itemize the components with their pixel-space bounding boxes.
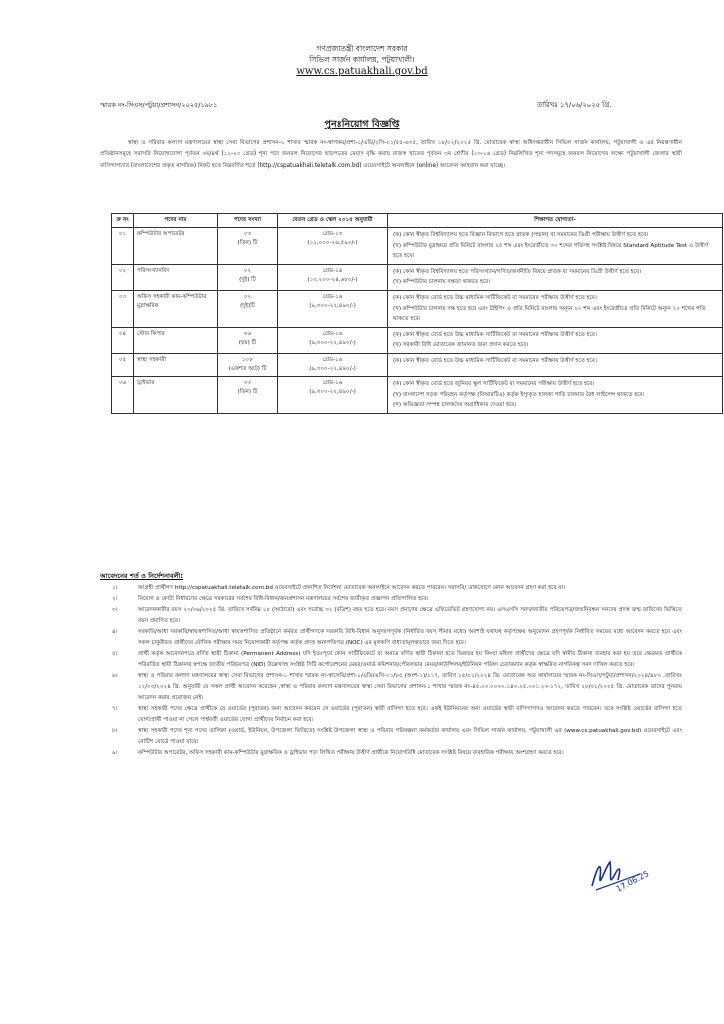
cell-post-count <box>218 376 278 413</box>
signature-date: 17.06.25 <box>614 869 651 894</box>
terms-list <box>100 583 682 759</box>
table-row <box>112 376 723 413</box>
cell-pay-grade <box>278 264 388 290</box>
header-qualification: শিক্ষাগত যোগ্যতা- <box>388 214 723 228</box>
table-row <box>112 290 723 327</box>
qualification-item: (ক) কোন স্বীকৃত বোর্ড হতে জুনিয়র স্কুল সার্টিফিকেট বা সমমানের পরীক্ষায় উত্তীর্ণ হতে হবে। <box>393 380 595 387</box>
pay-scale: (৯,৩০০-২২,৪৯০/-) <box>309 365 356 372</box>
term-number: ৬। <box>112 673 118 679</box>
signature-image <box>588 856 654 896</box>
terms-list-item <box>100 627 682 649</box>
header-website-link[interactable]: www.cs.patuakhali.gov.bd <box>296 66 428 77</box>
qualification-item: (ক) কোন স্বীকৃত বোর্ড হতে উচ্চ মাধ্যমিক সার্টিফিকেট বা সমমানের পরীক্ষায় উত্তীর্ণ হতে হবে। <box>393 357 597 364</box>
qualification-item: (খ) কম্পিউটার চালনায় দক্ষ হতে হবে এবং টাইপিং এ প্রতি মিনিটে বাংলায় অন্যূন ২০ শব্দ এবং ইংরেজীতে প্রতি মিনিটে অন্যূন ২০ শব্দের গতি থাকতে হবে। <box>393 305 706 323</box>
term-number: ৫। <box>112 651 118 657</box>
pay-scale: (১১,০০০-২৬,৫৯০/-) <box>307 240 358 246</box>
cell-serial: ০৪ <box>112 327 134 353</box>
terms-list-item <box>100 649 682 671</box>
post-count-number: ০৩ <box>243 231 252 237</box>
terms-title: আবেদনের শর্ত ও নির্দেশনাবলী: <box>100 572 184 580</box>
table-row <box>112 228 723 265</box>
table-header-row <box>112 214 723 228</box>
notice-title <box>0 118 724 133</box>
header-post-name: পদের নাম <box>134 214 218 228</box>
cell-post-count <box>218 327 278 353</box>
cell-post-name: স্টোর কিপার <box>134 327 218 353</box>
pay-scale: (৯,৩০০-২২,৪৯০/-) <box>309 339 356 346</box>
qualification-item: (খ) কম্পিউটার চালনায় দক্ষতা থাকতে হবে। <box>393 279 491 286</box>
header-office: সিভিল সার্জন কার্যালয়, পটুয়াখালী। <box>309 55 415 64</box>
pay-grade: গ্রেড-১৪ <box>322 267 343 274</box>
term-number: ৭। <box>112 706 118 712</box>
cell-post-count <box>218 290 278 327</box>
terms-list-item <box>100 726 682 748</box>
post-count-words: (দুই) টি <box>239 276 256 283</box>
qualification-item: (ক) কোন স্বীকৃত বোর্ড হতে উচ্চ মাধ্যমিক সার্টিফিকেট বা সমমানের পরীক্ষায় উত্তীর্ণ হতে হবে। <box>393 331 597 338</box>
qualification-item: (খ) সরকারী বিধি মোতাবেক জামানত জমা প্রদান করতে হবে। <box>393 342 529 349</box>
notice-date: তারিখঃ ১৭/০৬/২০২৫ খ্রি. <box>537 101 612 109</box>
qualification-item: (ক) কোন স্বীকৃত বিশ্ববিদ্যালয় হতে বিজ্ঞান বিভাগে হতে স্নাতক (সম্মান) বা সমমানের ডিগ্রী পরীক্ষায় উত্তীর্ণ হতে হবে। <box>393 232 649 238</box>
cell-post-count <box>218 264 278 290</box>
term-text: স্বাস্থ্য সহকারী পদের শূন্য পদের তালিকা (ওয়ার্ড, ইউনিয়ন, উপজেলা ভিত্তিতে) সংশ্লিষ্ট উপজেলা স্বাস্থ্য ও পরিবার পরিকল্পনা কর্মকর্তার কার্যালয় এবং সিভিল সার্জন কার্যালয়, পটুয়াখালী এর (www.cs.patuakhali.gov.bd) ওয়েবসাইটে এবং নোটিশ বোর্ডে পাওয়া যাবে। <box>138 728 682 745</box>
terms-list-item <box>100 583 682 594</box>
term-number: ৮। <box>112 728 118 734</box>
term-number: ৪। <box>112 629 118 635</box>
vacancy-table <box>111 213 723 414</box>
term-text: স্বাস্থ্য সহকারী পদের ক্ষেত্রে প্রার্থীকে যে ওয়ার্ডের (পুরাতন) জন্য আবেদন করবেন সে ওয়ার্ডের (পুরাতন) স্থায়ী বাসিন্দা হতে হবে। একই ইউনিয়নের অন্য ওয়ার্ডের স্থায়ী বাসিন্দাগণও আবেদন করতে পারবেন। তবে সংশ্লিষ্ট ওয়ার্ডের বাসিন্দা হতে যোগ্যপ্রার্থী পাওয়া না গেলে পার্শ্ববর্তী ওয়ার্ডের যোগ্য প্রার্থীদের নির্বাচন করা হবে। <box>138 706 682 723</box>
term-text: প্রার্থী কর্তৃক আবেদনপত্রে বর্ণিত স্থায়ী ঠিকানা (Permanent Address) যদি ইতঃপূর্বে কোন সার্টিফিকেটে বা অন্যত্র বর্ণিত স্থায়ী ঠিকানা হতে ভিন্নতর হয় কিংবা মহিলা প্রার্থীদের ক্ষেত্রে যদি স্বামীর ঠিকানা ব্যবহার করা হয় তবে ক্ষেত্রমত প্রার্থীকে পরিবর্তিত স্থায়ী ঠিকানার স্বপক্ষে জাতীয় পরিচয়পত্র (NID) উল্লেখসহ সংশ্লিষ্ট সিটি কর্পোরেশনের মেয়র/ওয়ার্ড কমিশনার/পৌরসভার মেয়র/কাউন্সিলর/ইউনিয়ন পরিষদ চেয়ারম্যান কর্তৃক স্বাক্ষরিত নাগরিকত্ব সনদ দাখিল করতে হবে। <box>138 651 682 668</box>
term-text: সরকারি/আধা সরকারি/স্বায়ত্তশাসিত/আধা স্বায়ত্তশাসিত প্রতিষ্ঠানে কর্মরত প্রার্থীগণকে সরকারি বিধি-বিধান অনুসরণপূর্বক (নির্ধারিত বয়স সীমার মধ্যে) অবশ্যই যথাযথ কর্তৃপক্ষের অনুমোদন গ্রহণপূর্বক নির্ধারিত সময়ের মধ্যে আবেদন করতে হবে এবং সকল চাকুরীরত প্রার্থীদের মৌখিক পরীক্ষার সময় নিয়োগকারী কর্তৃপক্ষ কর্তৃক প্রদত্ত অনাপত্তিপত্র (NOC) এর মূলকপি বাধ্যতামূলকভাবে জমা দিতে হবে। <box>138 629 682 646</box>
cell-qualification <box>388 376 723 413</box>
cell-pay-grade <box>278 290 388 327</box>
pay-grade: গ্রেড-১৩ <box>322 231 343 237</box>
cell-post-name: স্বাস্থ্য সহকারী <box>134 353 218 376</box>
terms-list-item <box>100 748 682 759</box>
cell-serial: ০১ <box>112 228 134 265</box>
term-text: আগ্রহী প্রার্থীগণ http://cspatuakhali.teletalk.com.bd ওয়েবসাইটে প্রকাশিত নির্দেশনা মোতাবেক অনলাইনে আবেদন করতে পারবেন। সরাসরি/ ডাকযোগে কোন আবেদন গ্রহণ করা হবে না। <box>138 585 566 591</box>
term-text: নিয়োগ ও কোটা নির্ধারণের ক্ষেত্রে সরকারের সর্বশেষ বিধি-বিধান/জনপ্রশাসন মন্ত্রণালয়ের সর্বশেষ জারীকৃত প্রজ্ঞাপন প্রতিপালিত হবে। <box>138 596 429 602</box>
post-count-words: (ছয়) টি <box>238 339 257 346</box>
header-serial: ক্র নং <box>112 214 134 228</box>
post-count-number: ০২ <box>243 293 252 300</box>
table-row <box>112 264 723 290</box>
pay-scale: (৯,৩০০-২২,৪৯০/-) <box>309 388 356 395</box>
notice-title-text: পুনঃনিয়োগ বিজ্ঞপ্তি <box>324 119 400 130</box>
cell-serial: ০২ <box>112 264 134 290</box>
term-number: ২। <box>112 596 118 602</box>
term-text: আবেদনকারীর বয়স ২০/০৬/২০২৫ খ্রি. তারিখে সর্বনিম্ন ১৮ (আঠারো) এবং সর্বোচ্চ ৩২ (বত্রিশ) বছর হতে হবে। বয়স প্রমাণের ক্ষেত্রে এফিডেভিট গ্রহণযোগ্য নয়। এসএসসি সনদ/জাতীয় পরিচয়পত্র/জন্মনিবন্ধন সনদের প্রদত্ত জন্ম তারিখের ভিত্তিতে বয়স প্রমাণিত হবে। <box>138 607 682 624</box>
post-count-words: (দুই)টি <box>240 302 255 309</box>
memo-number: স্মারক নং-সিএস/পটুয়া/প্রশাসন/২০২৫/১৯৮১ <box>100 101 218 109</box>
terms-list-item <box>100 671 682 704</box>
cell-qualification <box>388 353 723 376</box>
terms-list-item <box>100 605 682 627</box>
cell-pay-grade <box>278 327 388 353</box>
cell-pay-grade <box>278 376 388 413</box>
post-count-words: (তিন) টি <box>237 388 258 395</box>
qualification-item: (ক) কোন স্বীকৃত বোর্ড হতে উচ্চ মাধ্যমিক সার্টিফিকেট বা সমমানের পরীক্ষায় উত্তীর্ণ হতে হবে। <box>393 294 597 301</box>
cell-pay-grade <box>278 353 388 376</box>
cell-serial: ০৫ <box>112 353 134 376</box>
post-count-number: ১০৮ <box>242 356 253 363</box>
pay-grade: গ্রেড-১৬ <box>322 293 343 300</box>
cell-post-count <box>218 353 278 376</box>
cell-pay-grade <box>278 228 388 265</box>
cell-serial: ০৬ <box>112 376 134 413</box>
intro-paragraph: স্বাস্থ্য ও পরিবার কল্যাণ মন্ত্রণালয়ের স্বাস্থ্য সেবা বিভাগের প্রশাসন-১ শাখার স্মারক নং-স্বাপকম/প্রশা-১/এডি/২সি-০১/৫৫-৬৩৫, তারিখ ১৮/০২/২০২৫ খ্রি. মোতাবেক স্বাস্থ্য অধিদপ্তরাধীন সিভিল সার্জন কার্যালয়, পটুয়াখালী ও এর নিয়ন্ত্রণাধীন প্রতিষ্ঠানসমূহে সরাসরি নিয়োগযোগ্য পূর্বতন ৩য়/৪র্থ (১১-২০ গ্রেড) শূন্য পদে জনবল নিয়োগের ছাড়পত্রের মেয়াদ বৃদ্ধি করায় রাজস্ব খাতের পূর্বতন ৩য় শ্রেণীর (১৩-১৬ গ্রেড) নিম্নলিখিত শূন্য পদসমূহে জনবল নিয়োগের লক্ষ্যে পটুয়াখালী জেলার স্থায়ী বাসিন্দাগণের (বাংলাদেশের প্রকৃত নাগরিক) নিকট হতে নিম্নবর্ণিত শর্তে (http://cspatuakhali.teletalk.com.bd) ওয়েবসাইটে অনলাইনে (online) আবেদন আহবান করা যাচ্ছে। <box>100 140 682 169</box>
post-count-words: (একশত আট) টি <box>228 365 267 372</box>
header-pay-grade: বেতন গ্রেড ও স্কেল ২০১৫ অনুযায়ী <box>278 214 388 228</box>
header-government: গণপ্রজাতন্ত্রী বাংলাদেশ সরকার <box>316 44 408 53</box>
cell-post-name: পরিসংখ্যানবিদ <box>134 264 218 290</box>
term-text: কম্পিউটার অপারেটর, অফিস সহকারী কাম-কম্পিউটার মুদ্রাক্ষরিক ও ড্রাইভার পদে লিখিত পরীক্ষায় উত্তীর্ণ প্রার্থীকে নিয়োগবিধি মোতাবেক সংশ্লিষ্ট বিষয়ে ব্যবহারিক পরীক্ষায় অংশগ্রহণ করতে হবে। <box>138 750 564 756</box>
cell-post-name: অফিস সহকারী কাম-কম্পিউটার মুদ্রাক্ষরিক <box>134 290 218 327</box>
cell-qualification <box>388 264 723 290</box>
term-number: ১। <box>112 585 118 591</box>
table-row <box>112 353 723 376</box>
qualification-item: (ক) কোন স্বীকৃত বিশ্ববিদ্যালয় হতে পরিসংখ্যান/গণিত/অর্থনীতি বিষয়ে স্নাতক বা সমমানের ডিগ্রী উত্তীর্ণ হতে হবে। <box>393 268 642 275</box>
post-count-words: (তিন) টি <box>237 240 258 246</box>
table-row <box>112 327 723 353</box>
pay-grade: গ্রেড-১৬ <box>322 379 343 386</box>
cell-serial: ০৩ <box>112 290 134 327</box>
cell-qualification <box>388 290 723 327</box>
qualification-item: (খ) কম্পিউটার মুদ্রাক্ষরে প্রতি মিনিটে বাংলায় ২৫ শব্দ এবং ইংরেজীতে ৩০ শব্দের গতিসহ সংশ্লিষ্ট বিষয়ে Standard Aptitude Test এ উত্তীর্ণ হতে হবে। <box>393 242 709 260</box>
cell-post-name: কম্পিউটার অপারেটর <box>134 228 218 265</box>
term-number: ৯। <box>112 750 118 756</box>
qualification-item: (খ) বাংলাদেশ সড়ক পরিবহন কর্তৃপক্ষ (বিআরটিএ) কর্তৃক ইস্যুকৃত হালকা গাড়ি চালনার বৈধ লাইসেন্স থাকতে হবে। <box>393 391 645 398</box>
cell-qualification <box>388 228 723 265</box>
pay-grade: গ্রেড-১৬ <box>322 356 343 363</box>
terms-list-item <box>100 594 682 605</box>
cell-qualification <box>388 327 723 353</box>
cell-post-count <box>218 228 278 265</box>
post-count-number: ০৬ <box>243 330 252 337</box>
terms-list-item <box>100 704 682 726</box>
term-number: ৩। <box>112 607 118 613</box>
post-count-number: ০৩ <box>243 379 252 386</box>
qualification-item: (গ) অভিজ্ঞতা সম্পন্ন চালকদের অগ্রাধিকার দেওয়া হবে। <box>393 402 517 409</box>
header-post-count: পদের সংখ্যা <box>218 214 278 228</box>
pay-grade: গ্রেড-১৬ <box>322 330 343 337</box>
cell-post-name: ড্রাইভার <box>134 376 218 413</box>
post-count-number: ০২ <box>243 267 252 274</box>
pay-scale: (১০,২০০-২৪,৬৮০/-) <box>307 276 358 283</box>
term-text: স্বাস্থ্য ও পরিবার কল্যাণ মন্ত্রণালয়ের স্বাস্থ্য সেবা বিভাগের প্রশাসন-১ শাখার স্মারক নং-স্বাসেবি/প্রশা-১/এডি/এসি-০১/৮৫ (অংশ-১)/১১৭, তারিখ ১৫/০১/২০২৪ খ্রি. মোতাবেক অত্র কার্যালয়ের স্মারক নং-সিএস/পটুয়া/প্রশাসন/২০২৪/৪৮০ ,তারিখঃ ১২/০৩/২০২৪ খ্রি. অনুযায়ী যে সকল প্রার্থী আবেদন করেছেন ,স্বাস্থ্য ও পরিবার কল্যাণ মন্ত্রণালয়ের স্বাস্থ্য সেবা বিভাগের প্রশাসন-১ শাখার স্মারক নং-৪৫.০০.০০০০.১৪০.২৫.০০১.২৩-১৭২, তারিখ ২৮/০১/২০২৫ খ্রি. মোতাবেক তাদের পুনরায় আবেদন করার প্রয়োজন নেই। <box>138 673 682 701</box>
pay-scale: (৯,৩০০-২২,৪৯০/-) <box>309 302 356 309</box>
